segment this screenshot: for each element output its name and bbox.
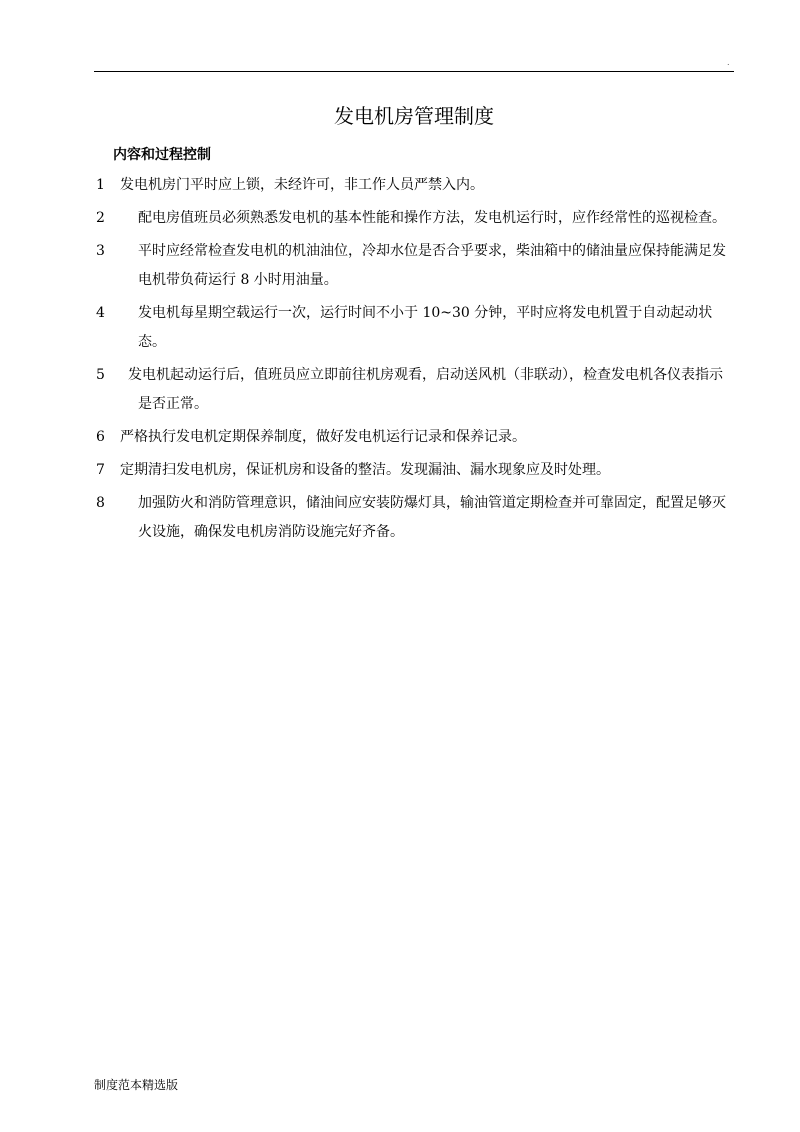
section-heading: 内容和过程控制 [113, 147, 211, 163]
rule-text: 加强防火和消防管理意识，储油间应安装防爆灯具，输油管道定期检查并可靠固定，配置足够灭火设施，确保发电机房消防设施完好齐备。 [138, 495, 726, 540]
rule-number: 8 [96, 495, 105, 511]
rule-number: 2 [96, 210, 105, 226]
rule-item-5 [0, 361, 800, 419]
rule-text: 发电机每星期空载运行一次，运行时间不小于 10~30 分钟，平时应将发电机置于自动起动状态。 [138, 305, 713, 350]
rule-item-8 [0, 489, 800, 547]
rule-item-6 [0, 423, 800, 452]
rule-text: 定期清扫发电机房，保证机房和设备的整洁。发现漏油、漏水现象应及时处理。 [120, 462, 610, 478]
rule-text: 严格执行发电机定期保养制度，做好发电机运行记录和保养记录。 [120, 429, 526, 445]
rule-item-2 [0, 204, 800, 233]
footer-text: 制度范本精选版 [94, 1078, 179, 1092]
rule-item-7 [0, 456, 800, 485]
rule-number: 4 [96, 305, 105, 321]
rule-number: 7 [96, 462, 105, 478]
rule-item-1 [0, 171, 800, 200]
rule-text: 平时应经常检查发电机的机油油位，冷却水位是否合乎要求，柴油箱中的储油量应保持能满足发电机带负荷运行 8 小时用油量。 [138, 243, 726, 288]
rule-number: 3 [96, 243, 105, 259]
header-mark: . [727, 58, 730, 67]
rule-text: 发电机房门平时应上锁，未经许可，非工作人员严禁入内。 [120, 177, 484, 193]
rule-item-3 [0, 237, 800, 295]
rule-number: 5 [96, 367, 105, 383]
rules-list [0, 171, 800, 551]
rule-number: 1 [96, 177, 105, 193]
rule-text: 配电房值班员必须熟悉发电机的基本性能和操作方法，发电机运行时，应作经常性的巡视检查。 [138, 210, 726, 226]
rule-number: 6 [96, 429, 105, 445]
document-title: 发电机房管理制度 [334, 104, 494, 128]
header-divider [94, 71, 734, 72]
rule-text: 发电机起动运行后，值班员应立即前往机房观看，启动送风机（非联动），检查发电机各仪表指示是否正常。 [128, 367, 723, 412]
rule-item-4 [0, 299, 800, 357]
